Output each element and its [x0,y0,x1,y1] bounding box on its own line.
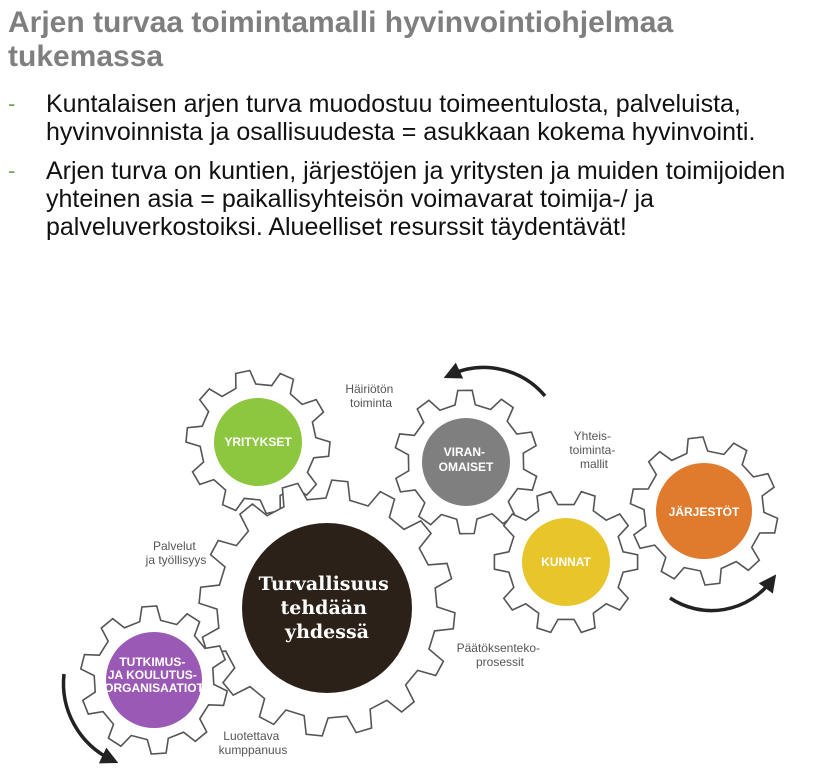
annotation-hairioton: Häiriötön toiminta [345,382,394,410]
bullet-item [8,157,808,241]
gear-jarjestot-label: JÄRJESTÖT [668,505,740,519]
gear-diagram [0,350,817,777]
gear-yritykset-label: YRITYKSET [224,435,292,449]
page-title: Arjen turvaa toimintamalli hyvinvointiohjelmaa tukemassa [8,6,674,73]
annotation-yhteistoiminta: Yhteis- toiminta- mallit [569,429,616,471]
annotation-paatoksenteko: Päätöksenteko- prosessit [456,641,541,669]
gear-center-label: Turvallisuus tehdään yhdessä [258,573,389,643]
annotation-palvelut: Palvelut ja työllisyys [145,539,207,567]
gear-kunnat-label: KUNNAT [541,555,591,569]
bullet-dash-icon: - [8,158,16,183]
bullet-text: Arjen turva on kuntien, järjestöjen ja yritysten ja muiden toimijoiden yhteinen asia = paikallisyhteisön voimavarat toimija-/ ja palveluverkostoiksi. Alueelliset resurssit täydentävät! [46,157,786,241]
bullet-list [8,90,808,252]
annotation-luotettava: Luotettava kumppanuus [218,729,288,757]
bullet-text: Kuntalaisen arjen turva muodostuu toimeentulosta, palveluista, hyvinvoinnista ja osallisuudesta = asukkaan kokema hyvinvointi. [46,90,756,146]
gear-viranomaiset-label: VIRAN- OMAISET [438,445,494,474]
bullet-dash-icon: - [8,91,16,116]
gear-tutkimus-label: TUTKIMUS- JA KOULUTUS- ORGANISAATIOT [104,655,204,695]
rotation-arrow-right-icon [670,580,772,611]
bullet-item [8,90,808,146]
